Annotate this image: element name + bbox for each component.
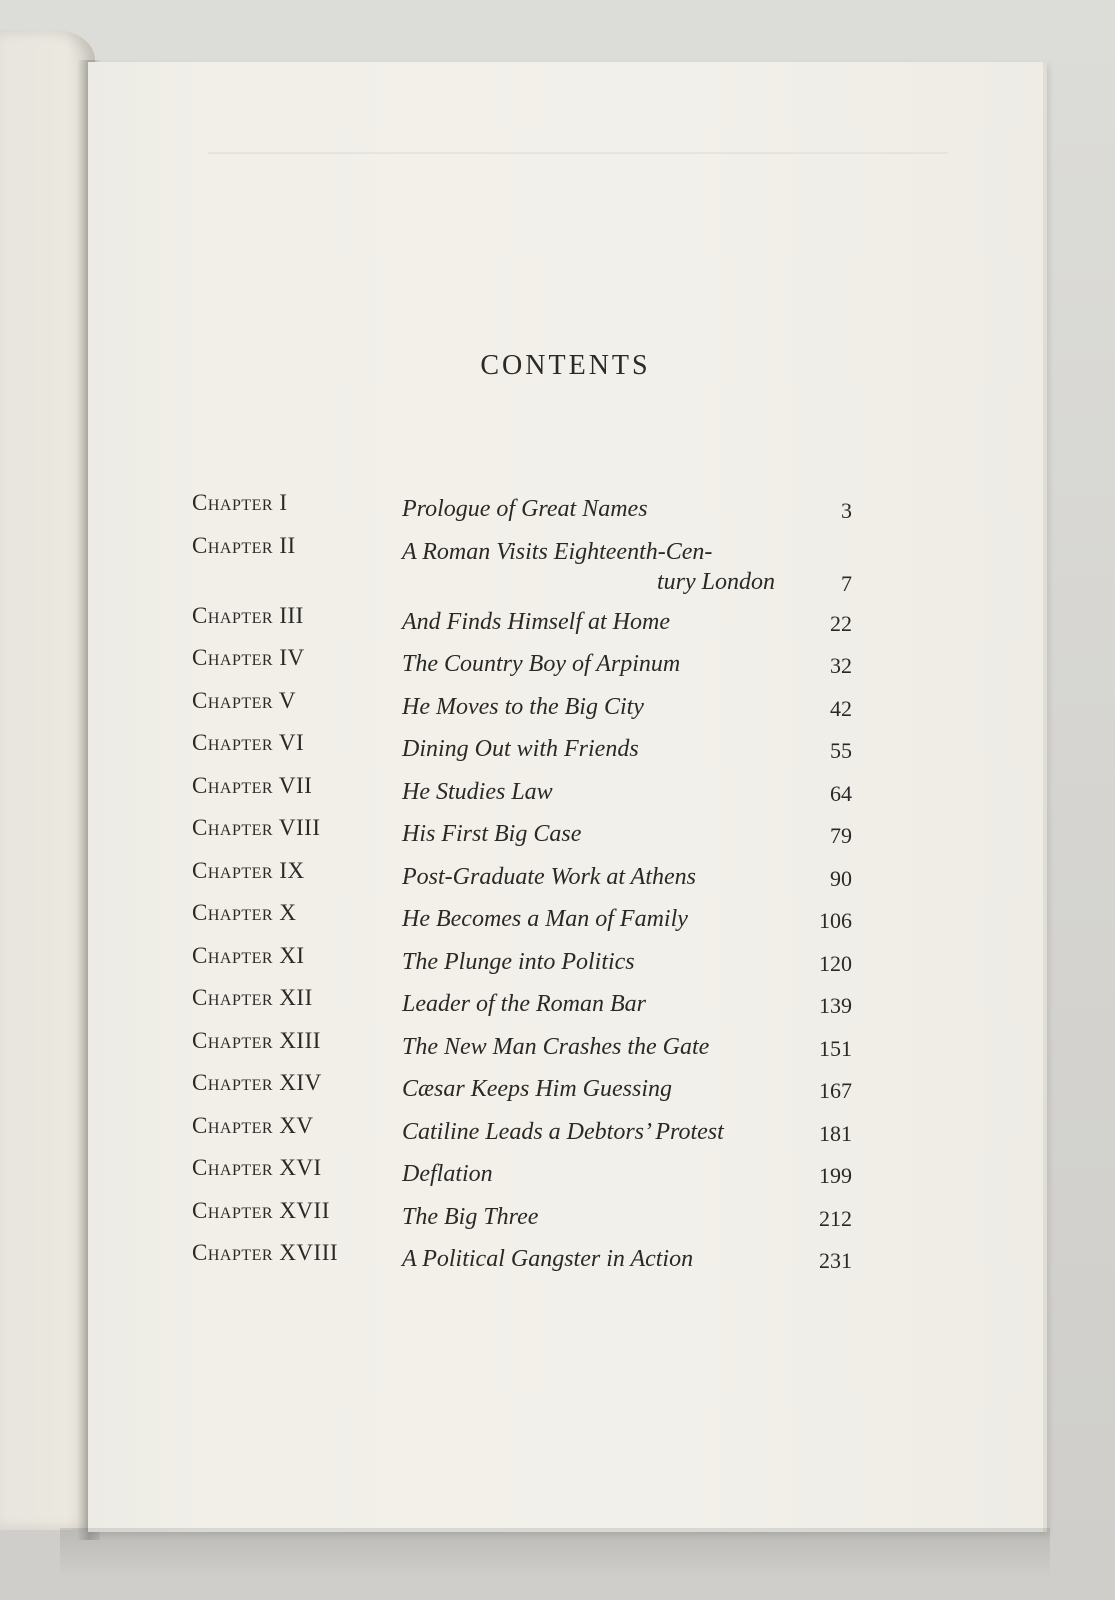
toc-entry bbox=[192, 1198, 852, 1241]
chapter-number: Chapter XI bbox=[192, 942, 305, 968]
page-number: 167 bbox=[819, 1078, 852, 1103]
toc-entry bbox=[192, 1028, 852, 1071]
page-number: 3 bbox=[841, 498, 852, 523]
toc-entry bbox=[192, 603, 852, 646]
toc-entry bbox=[192, 688, 852, 731]
page-bottom-shadow bbox=[60, 1528, 1050, 1578]
chapter-title-continued: tury London bbox=[656, 568, 775, 595]
toc-entry bbox=[192, 985, 852, 1028]
chapter-number: Chapter III bbox=[192, 602, 304, 628]
toc-entry bbox=[192, 815, 852, 858]
chapter-number: Chapter XVI bbox=[192, 1155, 322, 1180]
page-number: 55 bbox=[830, 738, 852, 763]
page-number: 199 bbox=[819, 1163, 852, 1188]
chapter-title: His First Big Case bbox=[402, 821, 582, 847]
page-title: CONTENTS bbox=[480, 350, 651, 381]
chapter-number: Chapter XVII bbox=[192, 1197, 330, 1223]
chapter-title: Catiline Leads a Debtors’ Protest bbox=[402, 1118, 724, 1145]
chapter-number: Chapter IV bbox=[192, 645, 305, 670]
chapter-number: Chapter XII bbox=[192, 985, 313, 1010]
chapter-title: The Big Three bbox=[402, 1203, 539, 1230]
toc-entry bbox=[192, 858, 852, 901]
contents-page bbox=[88, 62, 1047, 1532]
chapter-title: He Moves to the Big City bbox=[402, 693, 644, 720]
page-number: 42 bbox=[830, 695, 852, 721]
chapter-title: And Finds Himself at Home bbox=[402, 608, 670, 635]
chapter-title: A Roman Visits Eighteenth-Cen- bbox=[402, 538, 713, 565]
toc-entry bbox=[192, 1070, 852, 1113]
toc-entry bbox=[192, 645, 852, 688]
chapter-number: Chapter XV bbox=[192, 1112, 314, 1138]
page-number: 181 bbox=[819, 1120, 852, 1146]
chapter-number: Chapter VII bbox=[192, 772, 313, 798]
page-number: 90 bbox=[830, 865, 852, 891]
table-of-contents bbox=[192, 490, 852, 1283]
toc-entry bbox=[192, 1113, 852, 1156]
chapter-title: Prologue of Great Names bbox=[402, 496, 648, 522]
page-number: 79 bbox=[830, 823, 852, 848]
page-number: 32 bbox=[830, 653, 852, 678]
toc-entry bbox=[192, 730, 852, 773]
toc-entry bbox=[192, 900, 852, 943]
chapter-number: Chapter X bbox=[192, 900, 297, 925]
page-number: 22 bbox=[830, 610, 852, 636]
chapter-title: He Studies Law bbox=[402, 778, 553, 805]
chapter-number: Chapter VIII bbox=[192, 815, 321, 840]
toc-entry bbox=[192, 1240, 852, 1283]
chapter-title: Post-Graduate Work at Athens bbox=[402, 863, 696, 890]
chapter-number: Chapter VI bbox=[192, 730, 305, 755]
chapter-title: The New Man Crashes the Gate bbox=[402, 1033, 710, 1060]
page-number: 231 bbox=[819, 1248, 852, 1273]
chapter-title: The Plunge into Politics bbox=[402, 948, 635, 975]
chapter-title: He Becomes a Man of Family bbox=[402, 906, 688, 932]
toc-entry bbox=[192, 773, 852, 816]
chapter-number: Chapter I bbox=[192, 490, 288, 515]
chapter-title: A Political Gangster in Action bbox=[402, 1246, 694, 1272]
chapter-number: Chapter IX bbox=[192, 857, 305, 883]
chapter-title: Deflation bbox=[402, 1161, 493, 1187]
page-number: 151 bbox=[819, 1035, 852, 1061]
chapter-title: Cæsar Keeps Him Guessing bbox=[402, 1076, 673, 1102]
toc-entry bbox=[192, 943, 852, 986]
page-number: 139 bbox=[819, 993, 852, 1018]
chapter-title: The Country Boy of Arpinum bbox=[402, 651, 681, 677]
chapter-number: Chapter XIII bbox=[192, 1027, 321, 1053]
chapter-title-wrapped bbox=[402, 537, 777, 597]
page-number: 106 bbox=[819, 908, 852, 933]
page-number: 64 bbox=[830, 780, 852, 806]
toc-entry bbox=[192, 533, 852, 603]
chapter-number: Chapter XVIII bbox=[192, 1240, 339, 1265]
chapter-number: Chapter XIV bbox=[192, 1070, 322, 1095]
page-number: 212 bbox=[819, 1205, 852, 1231]
page-number: 7 bbox=[841, 570, 852, 596]
page-number: 120 bbox=[819, 950, 852, 976]
toc-entry bbox=[192, 490, 852, 533]
toc-entry bbox=[192, 1155, 852, 1198]
chapter-title: Leader of the Roman Bar bbox=[402, 991, 646, 1017]
chapter-title: Dining Out with Friends bbox=[402, 736, 639, 762]
chapter-number: Chapter II bbox=[192, 532, 296, 558]
chapter-number: Chapter V bbox=[192, 687, 297, 713]
